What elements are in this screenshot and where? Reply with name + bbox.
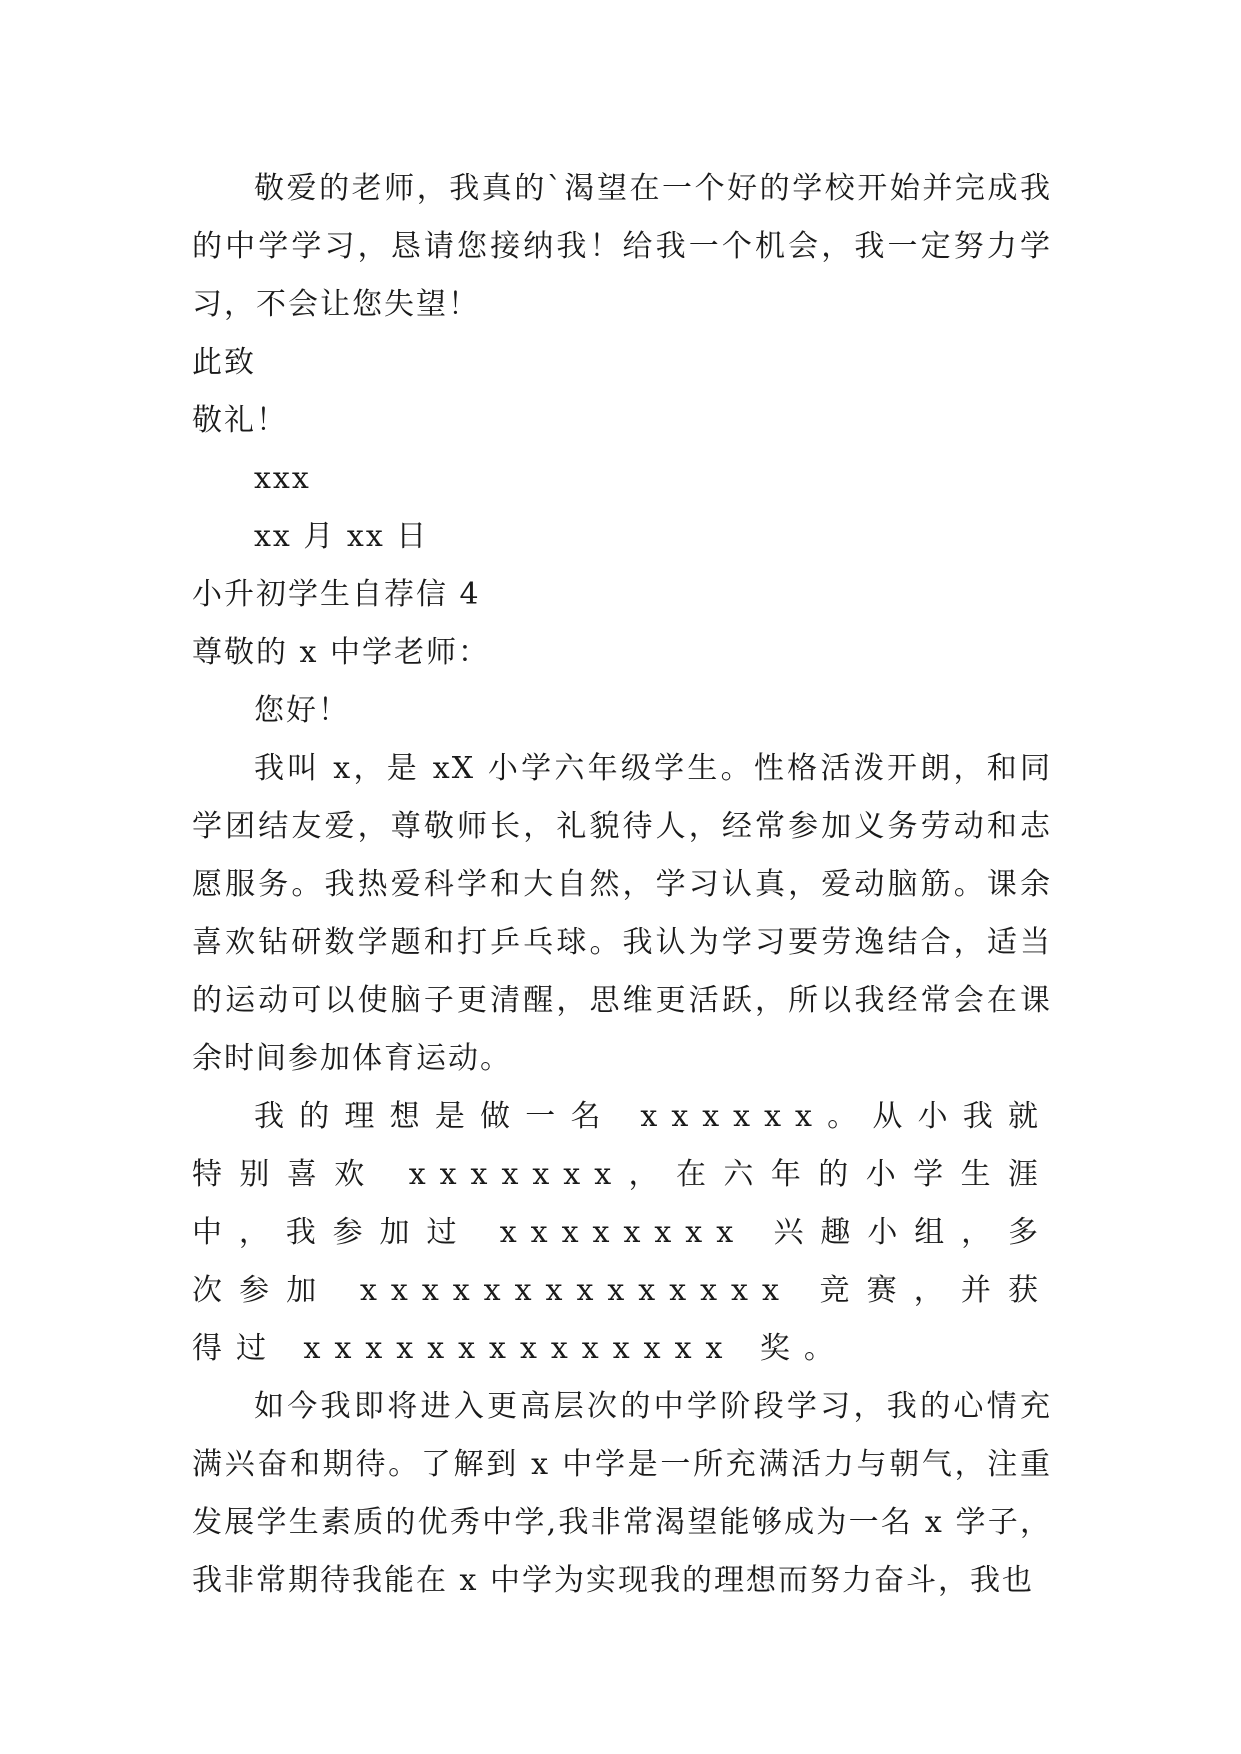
intro-paragraph: 我叫 x，是 xX 小学六年级学生。性格活泼开朗，和同学团结友爱，尊敬师长，礼貌待人，经常参加义务劳动和志愿服务。我热爱科学和大自然，学习认真，爱动脑筋。课余喜欢钻研数学题和打乒乓球。我认为学习要劳逸结合，适当的运动可以使脑子更清醒，思维更活跃，所以我经常会在课余时间参加体育运动。 [192,751,1052,1076]
letter-title: 小升初学生自荐信 4 [192,577,481,612]
signature-name: xxx [254,461,311,496]
greeting: 您好！ [254,693,350,728]
salutation-cizhi: 此致 [192,345,256,380]
ideal-paragraph: 我的理想是做一名 xxxxxx。从小我就特别喜欢 xxxxxxx，在六年的小学生涯中，我参加过 xxxxxxxx 兴趣小组，多次参加 xxxxxxxxxxxxxx 竞赛，并获得过 xxxxxxxxxxxxxx 奖。 [192,1099,1052,1366]
closing-paragraph: 敬爱的老师，我真的`渴望在一个好的学校开始并完成我的中学学习，恳请您接纳我！给我一个机会，我一定努力学习，不会让您失望！ [192,171,1052,322]
document-body [192,160,1052,1610]
expectation-paragraph: 如今我即将进入更高层次的中学阶段学习，我的心情充满兴奋和期待。了解到 x 中学是一所充满活力与朝气，注重发展学生素质的优秀中学,我非常渴望能够成为一名 x 学子，我非常期待我能在 x 中学为实现我的理想而努力奋斗，我也 [192,1389,1052,1598]
salutation-jingli: 敬礼！ [192,403,288,438]
signature-date: xx 月 xx 日 [254,519,429,554]
letter-addressee: 尊敬的 x 中学老师： [192,635,490,670]
